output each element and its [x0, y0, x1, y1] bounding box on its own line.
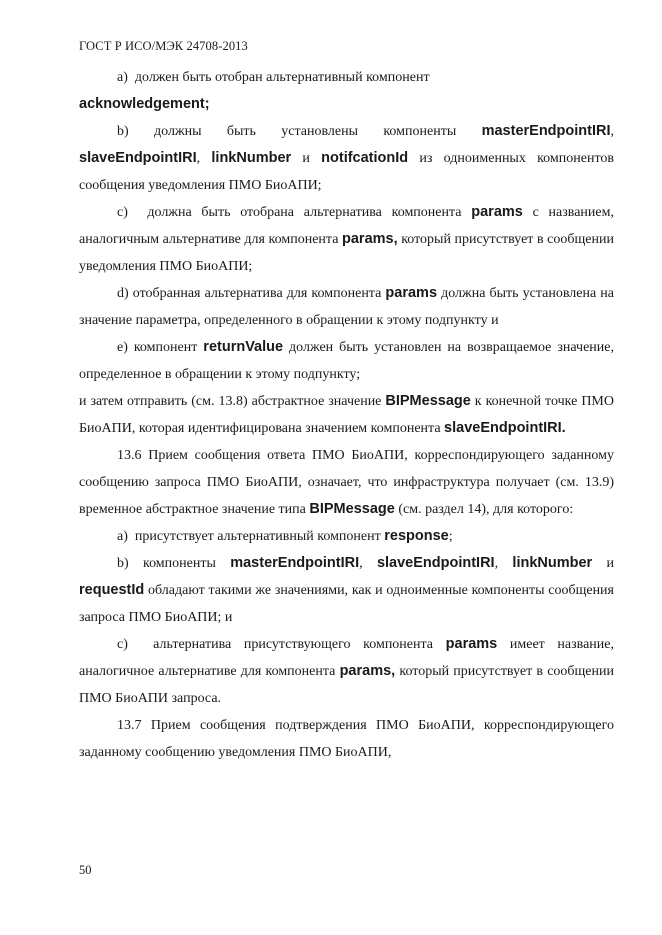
paragraph-text: имеет название, аналогичное альтернативе для компонента: [79, 637, 614, 679]
paragraph-text: 13.7 Прием сообщения подтверждения ПМО БиоАПИ, корреспондирующего заданному сообщению уведомления ПМО БиоАПИ,: [79, 718, 614, 760]
paragraph-text: b) должны быть установлены компоненты: [117, 124, 482, 139]
paragraph-text: c) альтернатива присутствующего компонента: [117, 637, 446, 652]
paragraph-text: e) компонент: [117, 340, 204, 355]
paragraph: [79, 280, 614, 334]
term-name: slaveEndpointIRI.: [444, 420, 566, 436]
paragraph-text: должен быть установлен на возвращаемое значение, определенное в обращении к этому подпункту;: [79, 340, 614, 382]
paragraph: [79, 550, 614, 631]
paragraph-text: a) присутствует альтернативный компонент: [117, 529, 385, 544]
document-header: ГОСТ Р ИСО/МЭК 24708-2013: [79, 39, 248, 53]
paragraph: [79, 64, 614, 91]
paragraph-text: и затем отправить (см. 13.8) абстрактное значение: [79, 394, 386, 409]
paragraph-text: 13.6 Прием сообщения ответа ПМО БиоАПИ, корреспондирующего заданному сообщению запроса ПМО БиоАПИ, означает, что инфраструктура получает (см. 13.9) временное абстрактное значение типа: [79, 448, 614, 517]
paragraph: [79, 442, 614, 523]
term-name: params: [445, 636, 498, 652]
paragraph-text: и: [592, 556, 615, 571]
paragraph: [79, 199, 614, 280]
term-name: masterEndpointIRI: [230, 555, 360, 571]
term-name: slaveEndpointIRI: [376, 555, 495, 571]
paragraph: [79, 334, 614, 388]
paragraph-text: с названием, аналогичным альтернативе для компонента: [79, 205, 614, 247]
paragraph-text: ,: [610, 124, 614, 139]
paragraph-text: ,: [494, 556, 513, 571]
term-name: params,: [342, 231, 398, 247]
paragraph-text: c) должна быть отобрана альтернатива компонента: [117, 205, 472, 220]
paragraph-text: (см. раздел 14), для которого:: [394, 502, 574, 517]
term-name: linkNumber: [211, 150, 292, 166]
paragraph-text: ,: [196, 151, 212, 166]
document-body: [79, 64, 614, 766]
term-name: params: [385, 285, 438, 301]
term-name: slaveEndpointIRI: [79, 150, 197, 166]
term-name: params,: [339, 663, 396, 679]
paragraph-text: a) должен быть отобран альтернативный компонент: [117, 70, 430, 85]
paragraph: [79, 631, 614, 712]
paragraph: [79, 118, 614, 199]
term-name: masterEndpointIRI: [481, 123, 611, 139]
paragraph: [79, 388, 614, 442]
term-name: requestId: [79, 582, 145, 598]
term-name: linkNumber: [512, 555, 593, 571]
paragraph-text: из одноименных компонентов сообщения уведомления ПМО БиоАПИ;: [79, 151, 615, 193]
paragraph: [79, 712, 614, 766]
paragraph-text: обладают такими же значениями, как и одноименные компоненты сообщения запроса ПМО БиоАПИ; и: [79, 583, 614, 625]
paragraph-text: ,: [359, 556, 377, 571]
paragraph: [79, 91, 614, 118]
term-name: acknowledgement;: [79, 96, 210, 112]
paragraph-text: должна быть установлена на значение параметра, определенного в обращении к этому подпункту и: [79, 286, 614, 328]
term-name: BIPMessage: [385, 393, 471, 409]
paragraph: [79, 523, 614, 550]
paragraph-text: b) компоненты: [117, 556, 231, 571]
paragraph-text: который присутствует в сообщении ПМО БиоАПИ запроса.: [79, 664, 614, 706]
term-name: BIPMessage: [309, 501, 395, 517]
term-name: returnValue: [203, 339, 284, 355]
term-name: notifcationId: [321, 150, 409, 166]
term-name: params: [471, 204, 523, 220]
paragraph-text: который присутствует в сообщении уведомления ПМО БиоАПИ;: [79, 232, 614, 274]
paragraph-text: ;: [448, 529, 453, 544]
term-name: response: [384, 528, 449, 544]
paragraph-text: и: [291, 151, 322, 166]
page-number: 50: [79, 863, 92, 877]
paragraph-text: к конечной точке ПМО БиоАПИ, которая идентифицирована значением компонента: [79, 394, 614, 436]
paragraph-text: d) отобранная альтернатива для компонента: [117, 286, 386, 301]
